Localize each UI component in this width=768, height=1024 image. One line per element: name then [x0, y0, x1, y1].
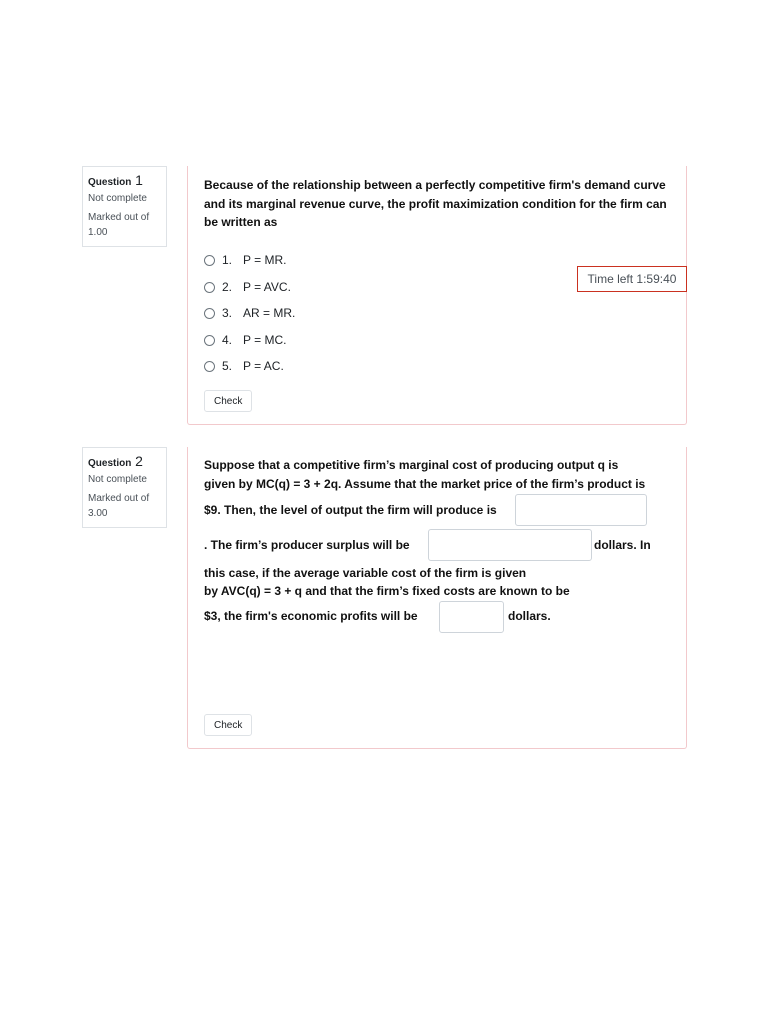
- economic-profits-input[interactable]: [439, 601, 504, 633]
- answer-option-1[interactable]: 1. P = MR.: [204, 252, 286, 268]
- question-2-text-line: . The firm’s producer surplus will be: [204, 538, 410, 552]
- question-1-number: Question 1: [88, 172, 143, 188]
- question-2-text-line: dollars.: [508, 609, 551, 623]
- question-2-content: [187, 447, 687, 749]
- radio-button[interactable]: [204, 255, 215, 266]
- output-level-input[interactable]: [515, 494, 647, 526]
- question-1-info: [82, 166, 167, 247]
- producer-surplus-input[interactable]: [428, 529, 592, 561]
- answer-option-2[interactable]: 2. P = AVC.: [204, 279, 291, 295]
- question-2-text-line: $9. Then, the level of output the firm will produce is: [204, 503, 497, 517]
- answer-option-3[interactable]: 3. AR = MR.: [204, 305, 295, 321]
- answer-option-5[interactable]: 5. P = AC.: [204, 358, 284, 374]
- answer-option-4[interactable]: 4. P = MC.: [204, 332, 286, 348]
- question-1-grade: Marked out of 1.00: [88, 212, 150, 238]
- question-2-text-line: by AVC(q) = 3 + q and that the firm’s fixed costs are known to be: [204, 584, 570, 598]
- question-2-text-line: given by MC(q) = 3 + 2q. Assume that the market price of the firm’s product is: [204, 477, 646, 491]
- question-2-info: [82, 447, 167, 528]
- radio-button[interactable]: [204, 361, 215, 372]
- question-2-number: Question 2: [88, 453, 143, 469]
- question-2-text-line: Suppose that a competitive firm’s marginal cost of producing output q is: [204, 458, 619, 472]
- question-2-grade: Marked out of 3.00: [88, 493, 150, 519]
- time-left-timer: Time left 1:59:40: [577, 266, 687, 292]
- radio-button[interactable]: [204, 335, 215, 346]
- radio-button[interactable]: [204, 308, 215, 319]
- question-2-check-button[interactable]: Check: [204, 714, 252, 736]
- question-2-text-line: dollars. In: [594, 538, 651, 552]
- question-1-content: [187, 166, 687, 425]
- question-1-state: Not complete: [88, 193, 147, 204]
- question-2-state: Not complete: [88, 474, 147, 485]
- question-2-text-line: this case, if the average variable cost of the firm is given: [204, 566, 527, 580]
- question-2-text-line: $3, the firm's economic profits will be: [204, 609, 418, 623]
- question-1-check-button[interactable]: Check: [204, 390, 252, 412]
- radio-button[interactable]: [204, 282, 215, 293]
- question-1-text: Because of the relationship between a perfectly competitive firm's demand curve and its marginal revenue curve, the profit maximization condition for the firm can be written as: [204, 178, 667, 229]
